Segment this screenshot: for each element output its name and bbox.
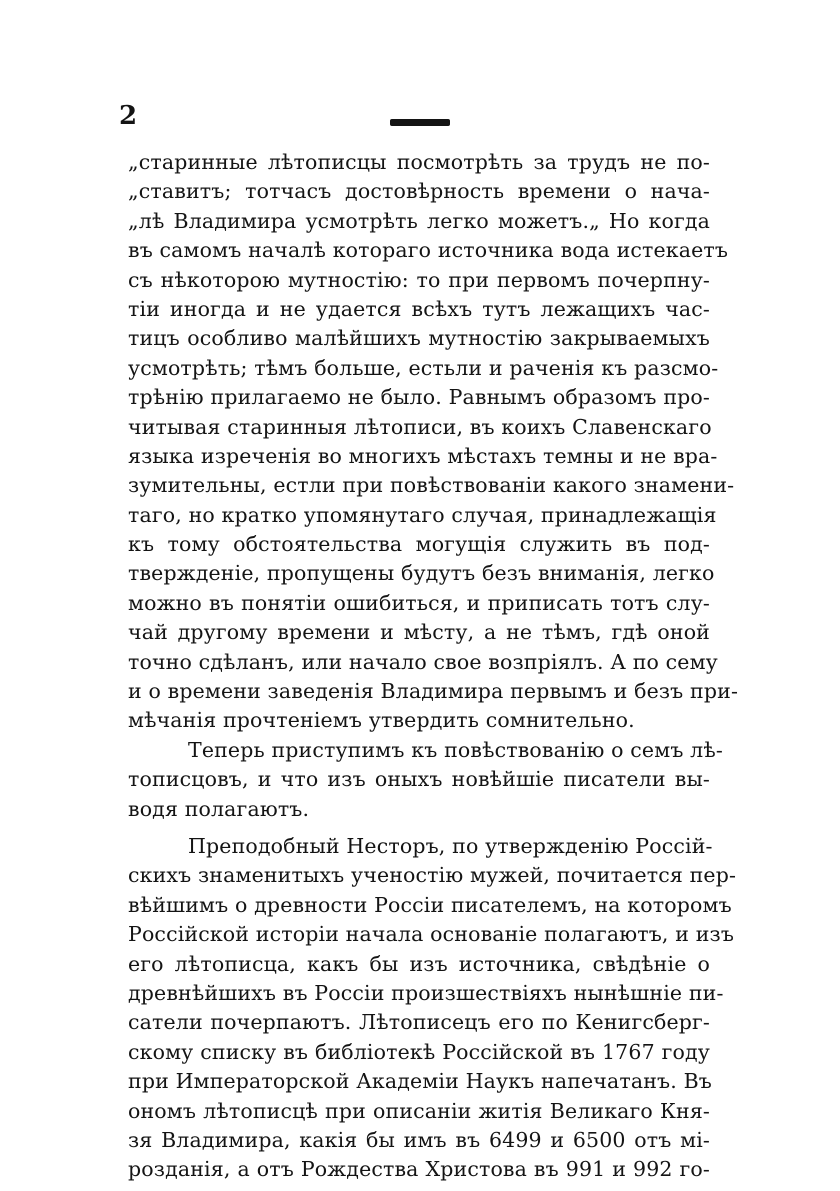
text-line: можно въ понятіи ошибиться, и приписать тотъ слу- <box>128 590 710 615</box>
text-line: твержденіе, пропущены будутъ безъ вниманія, легко <box>128 561 715 586</box>
text-line: усмотрѣть; тѣмъ больше, естьли и раченія къ разсмо- <box>128 355 719 380</box>
text-line: „ставитъ; тотчасъ достовѣрность времени о нача- <box>128 179 710 204</box>
text-line: языка изреченія во многихъ мѣстахъ темны и не вра- <box>128 443 718 468</box>
text-line: тіи иногда и не удается всѣхъ тутъ лежащихъ час- <box>128 296 710 321</box>
header-ornament-rule <box>390 119 450 126</box>
text-line: Преподобный Несторъ, по утвержденію Россій- <box>188 833 713 858</box>
text-line: чай другому времени и мѣсту, а не тѣмъ, гдѣ оной <box>128 620 710 645</box>
text-line: зя Владимира, какія бы имъ въ 6499 и 6500 отъ мі- <box>128 1127 710 1152</box>
text-line: ономъ лѣтописцѣ при описаніи житія Великаго Кня- <box>128 1098 710 1123</box>
text-line: къ тому обстоятельства могущія служить въ под- <box>128 532 710 557</box>
text-line: точно сдѣланъ, или начало свое возпріялъ. А по сему <box>128 649 718 674</box>
text-line: древнѣйшихъ въ Россіи произшествіяхъ нынѣшніе пи- <box>128 980 724 1005</box>
text-line: въ самомъ началѣ котораго источника вода истекаетъ <box>128 238 729 263</box>
text-line: тописцовъ, и что изъ оныхъ новѣйшіе писатели вы- <box>128 767 710 792</box>
body-text <box>128 148 739 1185</box>
text-line: скихъ знаменитыхъ ученостію мужей, почитается пер- <box>128 863 737 888</box>
text-line: водя полагаютъ. <box>128 796 310 821</box>
text-line: зумительны, естли при повѣствованіи какого знамени- <box>128 473 735 498</box>
text-line: Россійской исторіи начала основаніе полагаютъ, и изъ <box>128 922 735 947</box>
text-line: „старинные лѣтописцы посмотрѣть за трудъ не по- <box>128 150 710 174</box>
text-line: мѣчанія прочтеніемъ утвердить сомнительно. <box>128 708 635 733</box>
text-line: читывая старинныя лѣтописи, въ коихъ Славенскаго <box>128 414 712 439</box>
text-line: розданія, а отъ Рождества Христова въ 991 и 992 го- <box>128 1157 710 1182</box>
text-line: Теперь приступимъ къ повѣствованію о семъ лѣ- <box>188 737 723 762</box>
text-line: трѣнію прилагаемо не было. Равнымъ образомъ про- <box>128 385 710 410</box>
text-line: скому списку въ библіотекѣ Россійской въ 1767 году <box>128 1039 710 1064</box>
page-number: 2 <box>119 101 138 131</box>
text-line: вѣйшимъ о древности Россіи писателемъ, на которомъ <box>128 892 732 917</box>
text-line: при Императорской Академіи Наукъ напечатанъ. Въ <box>128 1069 712 1094</box>
text-line: „лѣ Владимира усмотрѣть легко можетъ.„ Но когда <box>128 208 710 233</box>
paragraph-gap <box>128 824 710 832</box>
text-line: сатели почерпаютъ. Лѣтописецъ его по Кенигсберг- <box>128 1010 710 1035</box>
text-line: таго, но кратко упомянутаго случая, принадлежащія <box>128 502 717 527</box>
text-line: его лѣтописца, какъ бы изъ источника, свѣдѣніе о <box>128 951 710 976</box>
text-line: тицъ особливо малѣйшихъ мутностію закрываемыхъ <box>128 326 710 351</box>
text-line: съ нѣкоторою мутностію: то при первомъ почерпну- <box>128 267 710 292</box>
text-line: и о времени заведенія Владимира первымъ и безъ при- <box>128 679 739 704</box>
